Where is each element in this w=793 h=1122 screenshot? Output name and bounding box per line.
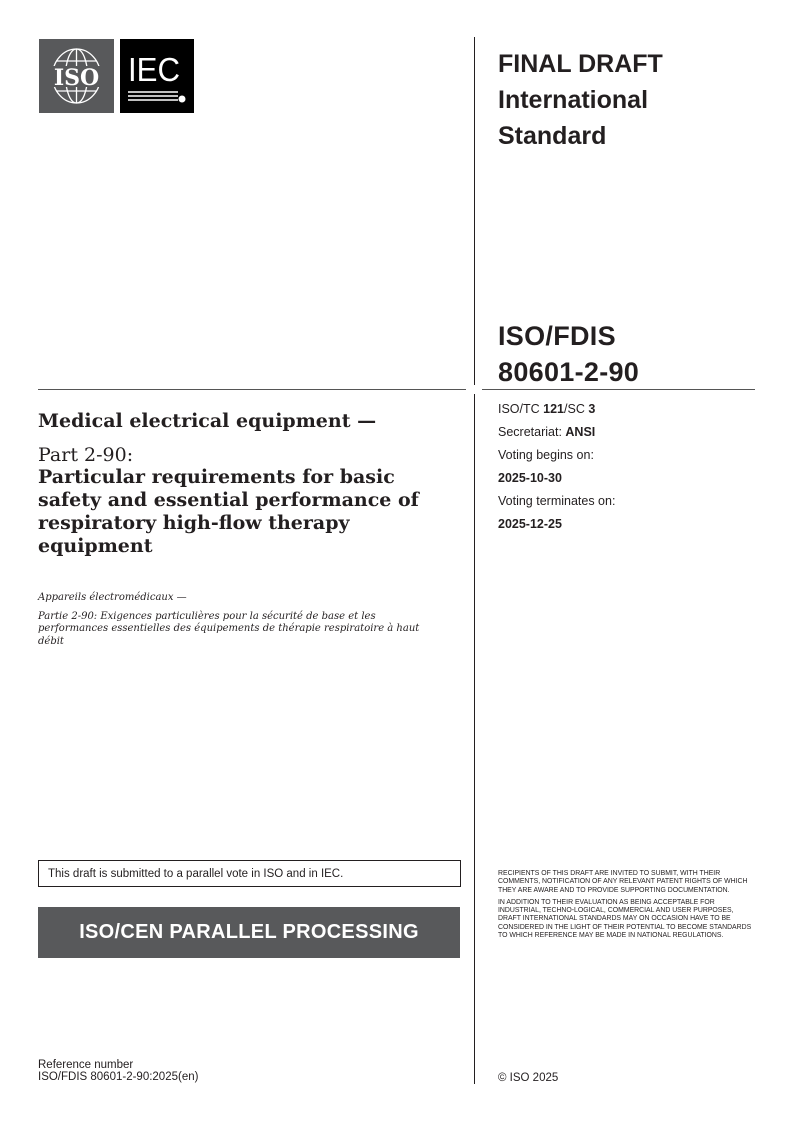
english-title xyxy=(38,408,438,558)
reference-value: ISO/FDIS 80601-2-90:2025(en) xyxy=(38,1071,199,1083)
legal-notice-evaluation: IN ADDITION TO THEIR EVALUATION AS BEING ACCEPTABLE FOR INDUSTRIAL, TECHNO-LOGICAL, COMMERCIAL AND USER PURPOSES, DRAFT INTERNATIONAL STANDARDS MAY ON OCCASION HAVE TO BE CONSIDERED IN THE LIGHT OF THEIR POTENTIAL TO BECOME STANDARDS TO WHICH REFERENCE MAY BE MADE IN NATIONAL REGULATIONS. xyxy=(498,898,752,940)
legal-notice xyxy=(498,870,758,944)
reference-label: Reference number xyxy=(38,1059,134,1071)
secretariat: Secretariat: ANSI xyxy=(498,425,596,439)
vertical-divider-bottom xyxy=(474,394,475,1084)
reference-number xyxy=(38,1059,198,1083)
status-line-standard: Standard xyxy=(498,122,607,150)
copyright: © ISO 2025 xyxy=(498,1072,559,1084)
iso-logo-text: ISO xyxy=(53,65,100,91)
voting-begins: Voting begins on: 2025-10-30 xyxy=(498,448,594,485)
committee: ISO/TC 121/SC 3 xyxy=(498,402,596,416)
document-status-heading xyxy=(498,46,663,154)
document-number xyxy=(498,318,639,390)
document-meta xyxy=(498,402,615,540)
french-title xyxy=(38,592,438,654)
document-number-value: 80601-2-90 xyxy=(498,357,640,387)
voting-terminates: Voting terminates on: 2025-12-25 xyxy=(498,494,616,531)
document-number-prefix: ISO/FDIS xyxy=(498,321,616,351)
iso-logo xyxy=(39,39,114,113)
french-title-subtitle: Partie 2-90: Exigences particulières pour la sécurité de base et les performances essentielles des équipements de thérapie respiratoire à haut débit xyxy=(38,610,420,647)
title-part: Part 2-90: xyxy=(38,444,134,466)
iec-mark-icon xyxy=(120,39,194,113)
vertical-divider-top xyxy=(474,37,475,385)
title-subtitle: Particular requirements for basic safety and essential performance of respiratory high-flow therapy equipment xyxy=(38,466,419,557)
iec-logo xyxy=(120,39,194,113)
title-main: Medical electrical equipment — xyxy=(38,410,377,432)
status-line-international: International xyxy=(498,86,649,114)
parallel-vote-notice: This draft is submitted to a parallel vote in ISO and in IEC. xyxy=(38,860,461,887)
french-title-main: Appareils électromédicaux — xyxy=(38,592,187,603)
horizontal-divider-left xyxy=(38,389,466,390)
parallel-processing-banner: ISO/CEN PARALLEL PROCESSING xyxy=(38,907,460,958)
iso-globe-icon xyxy=(39,39,114,113)
iec-logo-text: IEC xyxy=(128,51,180,88)
status-line-final-draft: FINAL DRAFT xyxy=(498,50,663,78)
legal-notice-patents: RECIPIENTS OF THIS DRAFT ARE INVITED TO SUBMIT, WITH THEIR COMMENTS, NOTIFICATION OF ANY RELEVANT PATENT RIGHTS OF WHICH THEY ARE AWARE AND TO PROVIDE SUPPORTING DOCUMENTATION. xyxy=(498,870,748,894)
